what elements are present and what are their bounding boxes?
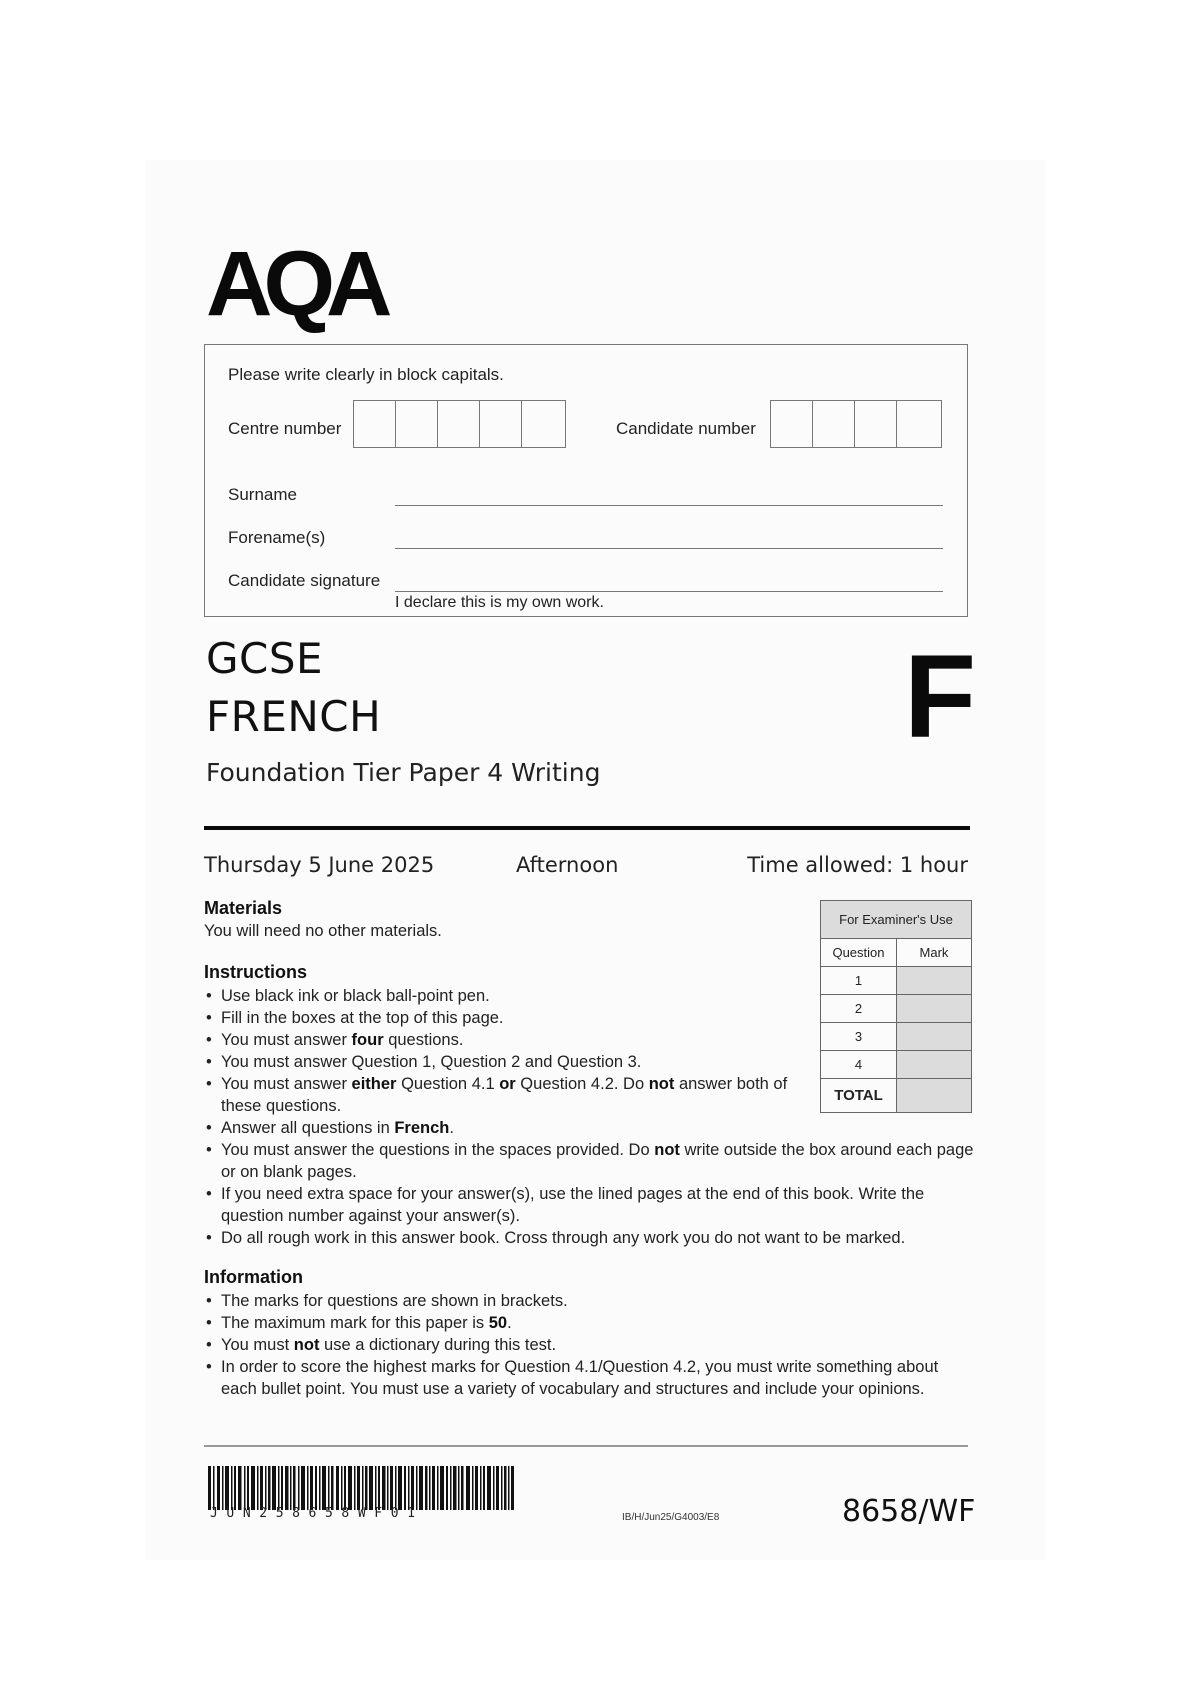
list-item: • You must answer the questions in the spaces provided. Do not write outside the box around each page or on blank pages. (204, 1139, 981, 1183)
time-allowed: Time allowed: 1 hour (747, 853, 968, 877)
instructions-heading: Instructions (204, 962, 308, 982)
centre-digit-box[interactable] (480, 401, 522, 447)
centre-digit-box[interactable] (354, 401, 396, 447)
subject-title: FRENCH (206, 692, 382, 741)
declaration-text: I declare this is my own work. (395, 594, 604, 611)
barcode-image (208, 1466, 516, 1510)
tier-letter: F (904, 631, 977, 763)
block-capitals-instruction: Please write clearly in block capitals. (228, 365, 504, 384)
question-number: 2 (821, 995, 897, 1023)
tier-subtitle: Foundation Tier Paper 4 Writing (206, 758, 601, 787)
candidate-number-boxes[interactable] (770, 400, 942, 448)
mark-cell (897, 967, 972, 995)
mark-cell (897, 995, 972, 1023)
barcode-text: JUN258658WF01 (210, 1506, 424, 1521)
surname-field[interactable] (395, 505, 943, 506)
list-item: • Answer all questions in French. (204, 1117, 981, 1139)
centre-number-label: Centre number (228, 419, 342, 438)
candidate-digit-box[interactable] (771, 401, 813, 447)
list-item: • If you need extra space for your answer(s), use the lined pages at the end of this book. Write the question number against your answer(s). (204, 1183, 981, 1227)
reference-code: IB/H/Jun25/G4003/E8 (622, 1512, 720, 1523)
centre-digit-box[interactable] (438, 401, 480, 447)
list-item: • You must answer four questions. (204, 1029, 804, 1051)
signature-label: Candidate signature (228, 571, 381, 590)
paper-code: 8658/WF (842, 1494, 976, 1529)
list-item: • The marks for questions are shown in brackets. (204, 1290, 964, 1312)
signature-field[interactable] (395, 591, 943, 592)
total-mark-cell (897, 1079, 972, 1113)
question-number: 4 (821, 1051, 897, 1079)
information-heading: Information (204, 1267, 303, 1287)
candidate-digit-box[interactable] (855, 401, 897, 447)
candidate-number-label: Candidate number (616, 419, 756, 438)
list-item: • The maximum mark for this paper is 50. (204, 1312, 964, 1334)
question-number: 3 (821, 1023, 897, 1051)
question-column-header: Question (821, 939, 897, 967)
list-item: • In order to score the highest marks for Question 4.1/Question 4.2, you must write something about each bullet point. You must use a variety of vocabulary and structures and include your opinions. (204, 1356, 964, 1400)
list-item: • You must answer Question 1, Question 2 and Question 3. (204, 1051, 804, 1073)
exam-session: Afternoon (516, 853, 619, 877)
surname-label: Surname (228, 485, 297, 504)
footer-divider (204, 1445, 968, 1447)
examiner-table-header: For Examiner's Use (821, 901, 972, 939)
question-number: 1 (821, 967, 897, 995)
information-list (204, 1290, 964, 1400)
qualification-title: GCSE (206, 634, 324, 683)
examiner-use-table (820, 900, 972, 1113)
materials-heading: Materials (204, 898, 283, 918)
list-item: • Use black ink or black ball-point pen. (204, 985, 804, 1007)
header-divider (204, 826, 970, 830)
total-label: TOTAL (821, 1079, 897, 1113)
list-item: • Fill in the boxes at the top of this page. (204, 1007, 804, 1029)
forenames-label: Forename(s) (228, 528, 326, 547)
centre-digit-box[interactable] (522, 401, 564, 447)
exam-date: Thursday 5 June 2025 (204, 853, 435, 877)
forenames-field[interactable] (395, 548, 943, 549)
list-item: • You must answer either Question 4.1 or Question 4.2. Do not answer both of these questions. (204, 1073, 804, 1117)
materials-text: You will need no other materials. (204, 922, 442, 940)
mark-cell (897, 1023, 972, 1051)
candidate-digit-box[interactable] (813, 401, 855, 447)
list-item: • Do all rough work in this answer book. Cross through any work you do not want to be marked. (204, 1227, 981, 1249)
centre-digit-box[interactable] (396, 401, 438, 447)
aqa-logo: AQA (206, 233, 384, 335)
centre-number-boxes[interactable] (353, 400, 566, 448)
candidate-digit-box[interactable] (897, 401, 939, 447)
mark-cell (897, 1051, 972, 1079)
list-item: • You must not use a dictionary during this test. (204, 1334, 964, 1356)
mark-column-header: Mark (897, 939, 972, 967)
